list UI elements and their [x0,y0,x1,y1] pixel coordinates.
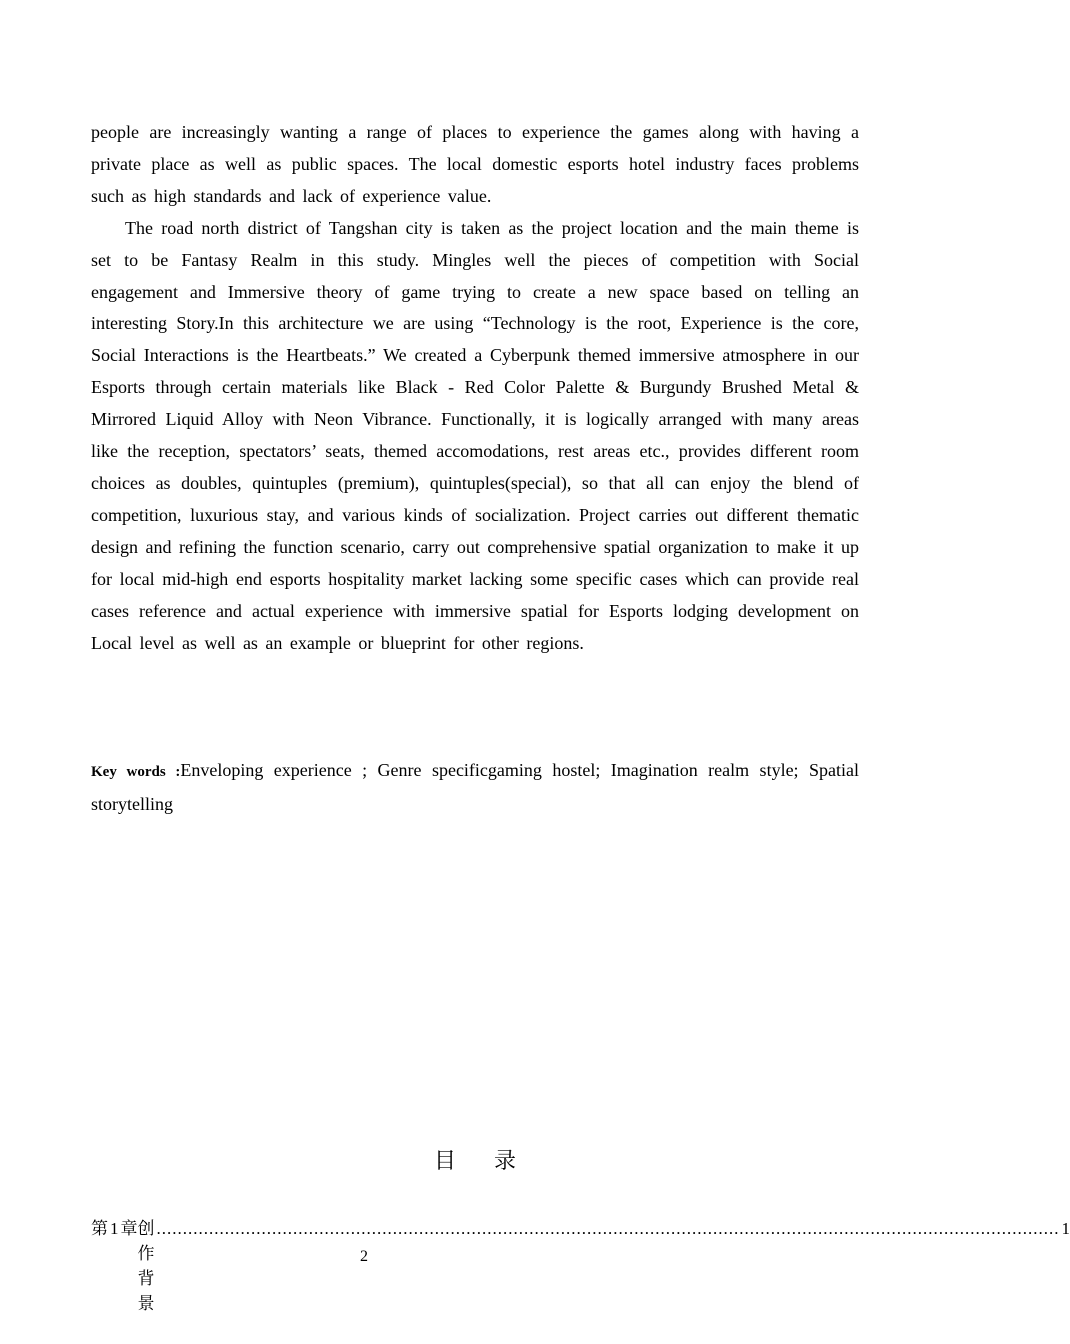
abstract-body [91,117,859,659]
toc-chapter-suffix: 章 [120,1219,138,1239]
keywords-block [91,755,859,821]
keywords-text: Enveloping experience ; Genre specificgaming hostel; Imagination realm style; Spatial storytelling [91,760,859,814]
abstract-paragraph-1: people are increasingly wanting a range of places to experience the games along with having a private place as well as public spaces. The local domestic esports hotel industry faces problems such as high standards and lack of experience value. [91,122,859,206]
toc-chapter-title: 创作背景 [137,1219,155,1314]
toc-page-number: 1 [1061,1219,1070,1238]
page-number: 2 [360,1248,368,1265]
toc-chapter-prefix: 第 [91,1219,108,1239]
toc-title-char-1: 目 [433,1149,456,1174]
toc-entry[interactable] [91,1214,1070,1314]
toc-title-char-2: 录 [494,1149,517,1174]
abstract-paragraph-2: The road north district of Tangshan city is taken as the project location and the main theme is set to be Fantasy Realm in this study. Mingles well the pieces of competition with Social engagement and Immersive theory of game trying to create a new space based on telling an interesting Story.In this architecture we are using “Technology is the root, Experience is the core, Social Interactions is the Heartbeats.” We created a Cyberpunk themed immersive atmosphere in our Esports through certain materials like Black - Red Color Palette & Burgundy Brushed Metal & Mirrored Liquid Alloy with Neon Vibrance. Functionally, it is logically arranged with many areas like the reception, spectators’ seats, themed accomodations, rest areas etc., provides different room choices as doubles, quintuples (premium), quintuples(special), so that all can enjoy the blend of competition, luxurious stay, and various kinds of socialization. Project carries out different thematic design and refining the function scenario, carry out comprehensive spatial organization to make it up for local mid-high end esports hospitality market lacking some specific cases which can provide real cases reference and actual experience with immersive spatial for Esports lodging development on Local level as well as an example or blueprint for other regions. [91,217,859,653]
toc-chapter-number: 1 [110,1219,119,1238]
keywords-label: Key words : [91,764,181,780]
toc-dot-leader: ............................................................................................................................................................................ [156,1219,1060,1238]
toc-title [0,1144,950,1175]
